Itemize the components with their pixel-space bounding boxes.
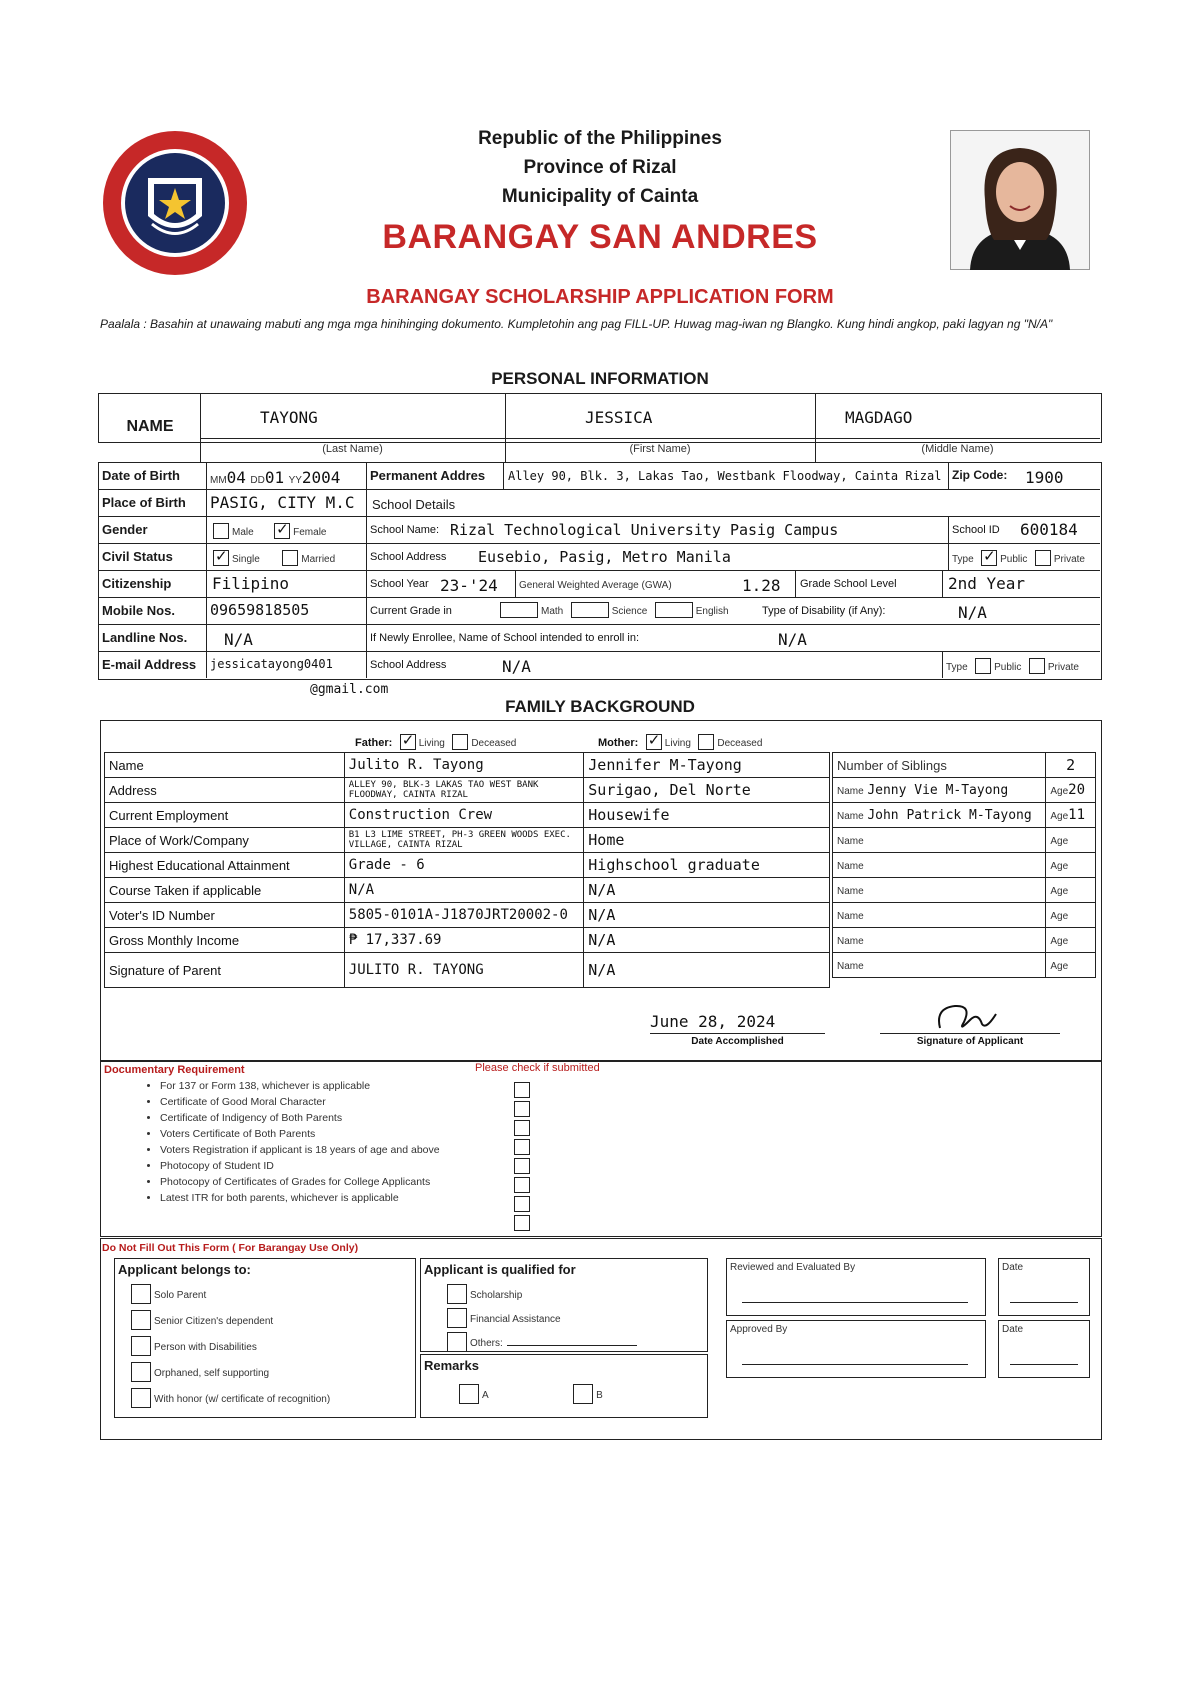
sibling-name-cell[interactable]: Name xyxy=(833,853,1046,878)
sibling-age-cell[interactable]: Age xyxy=(1046,928,1096,953)
requirement-item: • Photocopy of Certificates of Grades for College Applicants xyxy=(160,1176,540,1188)
disability-value[interactable]: N/A xyxy=(958,603,987,622)
qualified-option[interactable]: Others: xyxy=(444,1332,637,1352)
citizenship-value[interactable]: Filipino xyxy=(212,574,290,593)
sibling-row xyxy=(833,928,1096,953)
father-value[interactable]: Grade - 6 xyxy=(344,853,584,878)
sibling-row xyxy=(833,903,1096,928)
belongs-option[interactable]: Solo Parent xyxy=(128,1284,330,1304)
dob-label: Date of Birth xyxy=(102,468,180,483)
last-name-label: (Last Name) xyxy=(322,443,383,455)
parent-info-row xyxy=(105,928,830,953)
school-address-value[interactable]: Eusebio, Pasig, Metro Manila xyxy=(478,548,731,566)
single-checkbox[interactable] xyxy=(213,550,229,566)
applicant-photo xyxy=(950,130,1090,270)
requirements-list xyxy=(140,1076,540,1208)
sibling-age-cell[interactable]: Age xyxy=(1046,903,1096,928)
requirement-item: • For 137 or Form 138, whichever is applicable xyxy=(160,1080,540,1092)
requirements-title: Documentary Requirement xyxy=(104,1064,245,1076)
current-grade-label: Current Grade in xyxy=(370,605,452,617)
requirement-checkbox[interactable] xyxy=(514,1177,530,1193)
header-province: Province of Rizal xyxy=(523,157,677,178)
male-checkbox[interactable] xyxy=(213,523,229,539)
requirement-item: • Latest ITR for both parents, whichever is applicable xyxy=(160,1192,540,1204)
dob-field[interactable]: MM04 DD01 YY2004 xyxy=(210,468,341,487)
belongs-list xyxy=(128,1284,330,1414)
current-grade-fields: Math Science English xyxy=(497,601,729,619)
reviewed-label: Reviewed and Evaluated By xyxy=(730,1262,856,1273)
father-value[interactable]: N/A xyxy=(344,878,584,903)
father-status: Father: ✓ Living Deceased xyxy=(355,733,516,751)
requirement-checkbox[interactable] xyxy=(514,1139,530,1155)
requirement-checkbox[interactable] xyxy=(514,1196,530,1212)
barangay-seal-logo xyxy=(100,128,250,278)
sibling-age-cell[interactable]: Age xyxy=(1046,953,1096,978)
siblings-count-value[interactable]: 2 xyxy=(1046,753,1096,778)
type2-private-checkbox[interactable] xyxy=(1029,658,1045,674)
newly-enrollee-label: If Newly Enrollee, Name of School intended to enroll in: xyxy=(370,632,640,644)
requirement-item: • Voters Certificate of Both Parents xyxy=(160,1128,540,1140)
newly-enrollee-value[interactable]: N/A xyxy=(778,630,807,649)
father-value[interactable]: Construction Crew xyxy=(344,803,584,828)
mother-value[interactable]: N/A xyxy=(584,878,830,903)
siblings-table xyxy=(832,752,1096,978)
gender-options: Male ✓ Female xyxy=(210,522,327,540)
belongs-option[interactable]: With honor (w/ certificate of recognition) xyxy=(128,1388,330,1408)
belongs-option[interactable]: Orphaned, self supporting xyxy=(128,1362,330,1382)
sibling-age-cell[interactable]: Age20 xyxy=(1046,778,1096,803)
requirement-item: • Photocopy of Student ID xyxy=(160,1160,540,1172)
sibling-age-cell[interactable]: Age xyxy=(1046,878,1096,903)
mother-value[interactable]: N/A xyxy=(584,928,830,953)
disability-label: Type of Disability (if Any): xyxy=(762,605,886,617)
reviewed-date-label: Date xyxy=(1002,1262,1024,1273)
sibling-name-cell[interactable]: Name xyxy=(833,878,1046,903)
parent-info-row xyxy=(105,778,830,803)
signature-applicant-label: Signature of Applicant xyxy=(916,1036,1024,1047)
mobile-label: Mobile Nos. xyxy=(102,603,175,618)
email-value-line2[interactable]: @gmail.com xyxy=(310,682,389,697)
father-value[interactable]: 5805-0101A-J1870JRT20002-0 xyxy=(344,903,584,928)
date-accomplished-label: Date Accomplished xyxy=(691,1036,784,1047)
father-value[interactable]: ALLEY 90, BLK-3 LAKAS TAO WEST BANK FLOODWAY, CAINTA RIZAL xyxy=(344,778,584,803)
grade-level-value[interactable]: 2nd Year xyxy=(948,574,1026,593)
remarks-options: A B xyxy=(456,1384,603,1404)
sibling-row xyxy=(833,803,1096,828)
remarks-a-checkbox[interactable] xyxy=(459,1384,479,1404)
mother-value[interactable]: Housewife xyxy=(584,803,830,828)
mobile-value[interactable]: 09659818505 xyxy=(210,601,310,619)
type2-public-checkbox[interactable] xyxy=(975,658,991,674)
school-address2-label: School Address xyxy=(370,659,447,671)
school-address2-value[interactable]: N/A xyxy=(502,657,531,676)
civil-status-label: Civil Status xyxy=(102,549,173,564)
qualified-option[interactable]: Scholarship xyxy=(444,1284,637,1304)
type-public-checkbox[interactable] xyxy=(981,550,997,566)
parent-row-label: Signature of Parent xyxy=(105,953,345,988)
landline-value[interactable]: N/A xyxy=(224,630,253,649)
school-year-value[interactable]: 23-'24 xyxy=(440,576,498,595)
sibling-name-cell[interactable]: Name xyxy=(833,953,1046,978)
parent-info-row xyxy=(105,853,830,878)
parent-row-label: Voter's ID Number xyxy=(105,903,345,928)
qualified-option[interactable]: Financial Assistance xyxy=(444,1308,637,1328)
approved-label: Approved By xyxy=(730,1324,788,1335)
mother-status: Mother: ✓ Living Deceased xyxy=(598,733,762,751)
zip-label: Zip Code: xyxy=(952,468,1008,482)
father-value[interactable]: JULITO R. TAYONG xyxy=(344,953,584,988)
section-personal-information: PERSONAL INFORMATION xyxy=(491,369,709,388)
middle-name-label: (Middle Name) xyxy=(921,443,994,455)
remarks-title: Remarks xyxy=(424,1358,479,1373)
sibling-name-cell[interactable]: Name John Patrick M-Tayong xyxy=(833,803,1046,828)
father-deceased-checkbox[interactable] xyxy=(452,734,468,750)
parent-info-row xyxy=(105,953,830,988)
mother-value[interactable]: Jennifer M-Tayong xyxy=(584,753,830,778)
requirement-checkbox[interactable] xyxy=(514,1158,530,1174)
school-name-value[interactable]: Rizal Technological University Pasig Campus xyxy=(450,521,839,539)
landline-label: Landline Nos. xyxy=(102,630,188,645)
sibling-age-cell[interactable]: Age xyxy=(1046,828,1096,853)
sibling-name-cell[interactable]: Name xyxy=(833,828,1046,853)
citizenship-label: Citizenship xyxy=(102,576,172,591)
email-label: E-mail Address xyxy=(102,657,197,672)
sibling-row xyxy=(833,853,1096,878)
last-name-value[interactable]: TAYONG xyxy=(260,408,318,427)
requirement-checkbox[interactable] xyxy=(514,1082,530,1098)
parent-info-row xyxy=(105,828,830,853)
sibling-row xyxy=(833,828,1096,853)
school-type-options: Type ✓ Public Private xyxy=(952,549,1085,567)
school-details-label: School Details xyxy=(372,497,456,512)
requirements-check-hint: Please check if submitted xyxy=(475,1062,600,1074)
parent-info-row xyxy=(105,903,830,928)
mother-value[interactable]: N/A xyxy=(584,953,830,988)
requirement-checkbox[interactable] xyxy=(514,1101,530,1117)
school-type2-options: Type Public Private xyxy=(946,657,1079,675)
sibling-age-cell[interactable]: Age xyxy=(1046,853,1096,878)
sibling-name-cell[interactable]: Name xyxy=(833,903,1046,928)
first-name-label: (First Name) xyxy=(629,443,691,455)
school-name-label: School Name: xyxy=(370,524,440,536)
pob-value[interactable]: PASIG, CITY M.C xyxy=(210,493,355,512)
father-value[interactable]: B1 L3 LIME STREET, PH-3 GREEN WOODS EXEC. VILLAGE, CAINTA RIZAL xyxy=(344,828,584,853)
requirement-item: • Certificate of Indigency of Both Parents xyxy=(160,1112,540,1124)
instructions-text: Paalala : Basahin at unawaing mabuti ang mga mga hinihinging dokumento. Kumpletohin ang pag FILL-UP. Huwag mag-iwan ng Blangko. Kung hindi angkop, paki lagyan ng "N/A" xyxy=(100,317,1053,331)
science-grade-box[interactable] xyxy=(571,602,609,618)
mother-value[interactable]: Home xyxy=(584,828,830,853)
name-label: NAME xyxy=(126,418,174,435)
school-year-label: School Year xyxy=(370,578,429,590)
civil-status-options: ✓ Single Married xyxy=(210,549,335,567)
section-family-background: FAMILY BACKGROUND xyxy=(505,697,695,716)
grade-level-label: Grade School Level xyxy=(800,578,897,590)
requirements-checkboxes xyxy=(514,1082,532,1234)
zip-value[interactable]: 1900 xyxy=(1025,468,1064,487)
school-address-label: School Address xyxy=(370,551,447,563)
father-value[interactable]: Julito R. Tayong xyxy=(344,753,584,778)
mother-value[interactable]: Surigao, Del Norte xyxy=(584,778,830,803)
qualified-list xyxy=(444,1284,637,1356)
parent-info-row xyxy=(105,878,830,903)
sibling-row xyxy=(833,878,1096,903)
sibling-name-cell[interactable]: Name Jenny Vie M-Tayong xyxy=(833,778,1046,803)
father-living-checkbox[interactable] xyxy=(400,734,416,750)
math-grade-box[interactable] xyxy=(500,602,538,618)
form-title: BARANGAY SCHOLARSHIP APPLICATION FORM xyxy=(366,286,834,308)
pob-label: Place of Birth xyxy=(102,495,186,510)
mother-value[interactable]: N/A xyxy=(584,903,830,928)
approved-date-label: Date xyxy=(1002,1324,1024,1335)
gwa-label: General Weighted Average (GWA) xyxy=(519,580,672,591)
header-municipality: Municipality of Cainta xyxy=(501,186,699,207)
belongs-option[interactable]: Person with Disabilities xyxy=(128,1336,330,1356)
female-checkbox[interactable] xyxy=(274,523,290,539)
belongs-title: Applicant belongs to: xyxy=(118,1262,251,1277)
requirement-checkbox[interactable] xyxy=(514,1215,530,1231)
parent-row-label: Place of Work/Company xyxy=(105,828,345,853)
gender-label: Gender xyxy=(102,522,148,537)
barangay-title: BARANGAY SAN ANDRES xyxy=(382,218,818,256)
office-use-title: Do Not Fill Out This Form ( For Barangay Use Only) xyxy=(102,1242,359,1254)
father-value[interactable]: ₱ 17,337.69 xyxy=(344,928,584,953)
mother-living-checkbox[interactable] xyxy=(646,734,662,750)
requirement-checkbox[interactable] xyxy=(514,1120,530,1136)
sibling-age-cell[interactable]: Age11 xyxy=(1046,803,1096,828)
qualified-title: Applicant is qualified for xyxy=(424,1262,576,1277)
parent-row-label: Gross Monthly Income xyxy=(105,928,345,953)
perm-addr-value[interactable]: Alley 90, Blk. 3, Lakas Tao, Westbank Floodway, Cainta Rizal xyxy=(508,469,942,483)
english-grade-box[interactable] xyxy=(655,602,693,618)
date-accomplished-value[interactable]: June 28, 2024 xyxy=(650,1012,776,1031)
first-name-value[interactable]: JESSICA xyxy=(585,408,653,427)
sibling-row xyxy=(833,778,1096,803)
belongs-option[interactable]: Senior Citizen's dependent xyxy=(128,1310,330,1330)
email-value-line1[interactable]: jessicatayong0401 xyxy=(210,657,333,671)
type-private-checkbox[interactable] xyxy=(1035,550,1051,566)
sibling-name-cell[interactable]: Name xyxy=(833,928,1046,953)
parent-row-label: Address xyxy=(105,778,345,803)
school-id-label: School ID xyxy=(952,524,1000,536)
married-checkbox[interactable] xyxy=(282,550,298,566)
parent-info-row xyxy=(105,753,830,778)
mother-value[interactable]: Highschool graduate xyxy=(584,853,830,878)
mother-deceased-checkbox[interactable] xyxy=(698,734,714,750)
remarks-b-checkbox[interactable] xyxy=(573,1384,593,1404)
parent-row-label: Highest Educational Attainment xyxy=(105,853,345,878)
siblings-count-label: Number of Siblings xyxy=(833,753,1046,778)
school-id-value[interactable]: 600184 xyxy=(1020,520,1078,539)
sibling-row xyxy=(833,953,1096,978)
parent-row-label: Current Employment xyxy=(105,803,345,828)
requirement-item: • Voters Registration if applicant is 18 years of age and above xyxy=(160,1144,540,1156)
gwa-value[interactable]: 1.28 xyxy=(742,576,781,595)
parent-row-label: Name xyxy=(105,753,345,778)
perm-addr-label: Permanent Addres xyxy=(370,468,486,483)
parents-table xyxy=(104,752,830,988)
parent-row-label: Course Taken if applicable xyxy=(105,878,345,903)
header-republic: Republic of the Philippines xyxy=(478,128,722,149)
middle-name-value[interactable]: MAGDAGO xyxy=(845,408,913,427)
requirement-item: • Certificate of Good Moral Character xyxy=(160,1096,540,1108)
parent-info-row xyxy=(105,803,830,828)
